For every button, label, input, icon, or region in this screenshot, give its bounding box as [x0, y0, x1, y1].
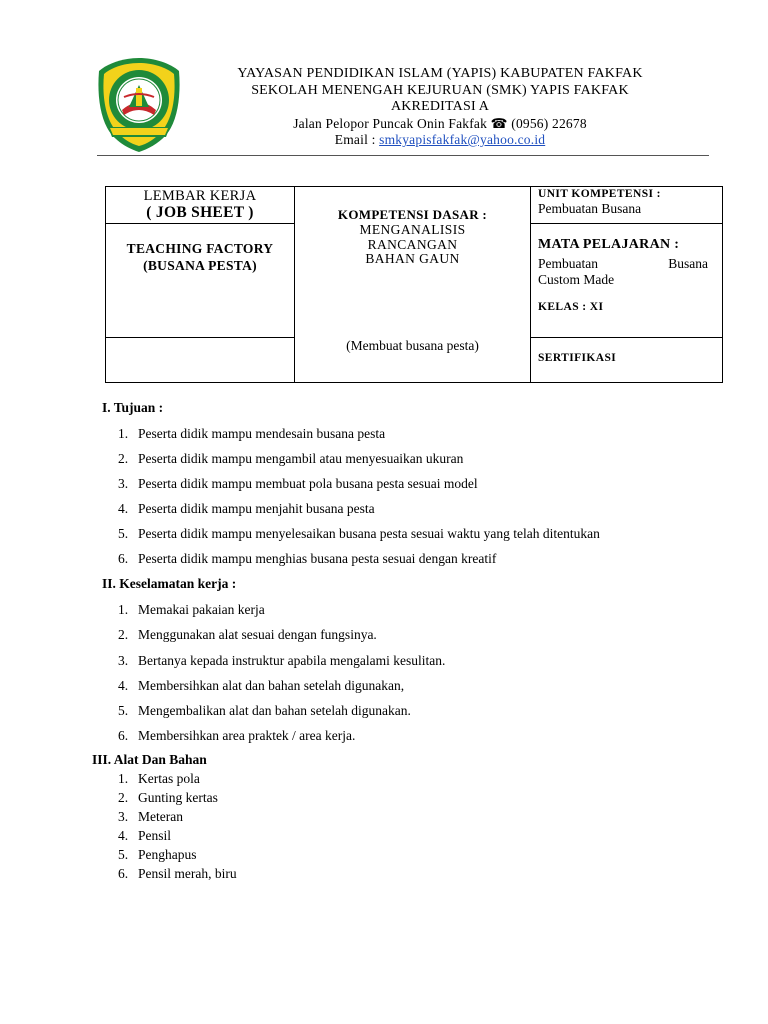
list-text: Membersihkan alat dan bahan setelah digunakan, [138, 678, 405, 693]
kompetensi-note: (Membuat busana pesta) [346, 338, 479, 353]
list-number: 4. [118, 678, 129, 693]
list-text: Membersihkan area praktek / area kerja. [138, 728, 356, 743]
list-item [118, 653, 445, 669]
school-logo [94, 55, 184, 153]
list-text: Meteran [138, 809, 183, 824]
sertifikasi-cell [531, 338, 723, 383]
phone-number: (0956) 22678 [511, 115, 587, 131]
mata-pelajaran-label: MATA PELAJARAN : [538, 237, 680, 252]
list-text: Pensil merah, biru [138, 866, 237, 881]
email-line [200, 132, 680, 149]
list-number: 1. [118, 602, 129, 617]
job-sheet-title-cell [106, 187, 295, 224]
section-heading-keselamatan: II. Keselamatan kerja : [102, 576, 237, 591]
kompetensi-dasar-label: KOMPETENSI DASAR : [337, 207, 488, 222]
list-text: Penghapus [138, 847, 197, 862]
letterhead [200, 66, 680, 149]
list-item [118, 847, 197, 863]
list-number: 2. [118, 451, 129, 466]
mata-pelajaran-value-1: Pembuatan Busana [538, 256, 708, 271]
unit-kompetensi-label: UNIT KOMPETENSI : [538, 188, 661, 200]
list-item [118, 703, 411, 719]
list-number: 5. [118, 703, 129, 718]
header-divider [97, 155, 709, 156]
list-text: Mengembalikan alat dan bahan setelah digunakan. [138, 703, 411, 718]
busana-pesta-label: (BUSANA PESTA) [143, 258, 257, 273]
list-item [118, 451, 463, 467]
list-item [118, 828, 171, 844]
email-label: Email : [334, 132, 380, 147]
list-number: 5. [118, 526, 129, 541]
address: Jalan Pelopor Puncak Onin Fakfak [293, 115, 488, 131]
list-number: 5. [118, 847, 129, 862]
list-item [118, 790, 218, 806]
empty-cell [106, 338, 295, 383]
list-text: Peserta didik mampu menghias busana pesta sesuai dengan kreatif [138, 551, 497, 566]
kompetensi-line-2: RANCANGAN [367, 236, 458, 252]
lembar-kerja-label: LEMBAR KERJA [143, 188, 257, 204]
unit-kompetensi-value: Pembuatan Busana [538, 201, 642, 216]
job-sheet-table [105, 186, 723, 383]
section-heading-alat-bahan: III. Alat Dan Bahan [92, 752, 207, 767]
list-number: 3. [118, 809, 129, 824]
list-item [118, 501, 375, 517]
list-text: Menggunakan alat sesuai dengan fungsinya. [138, 627, 377, 642]
list-number: 2. [118, 790, 129, 805]
list-item [118, 866, 237, 882]
address-line [200, 116, 680, 133]
list-text: Peserta didik mampu membuat pola busana pesta sesuai model [138, 476, 478, 491]
list-text: Pensil [138, 828, 172, 843]
section-heading-tujuan: I. Tujuan : [102, 400, 164, 415]
list-number: 6. [118, 728, 129, 743]
list-number: 6. [118, 866, 129, 881]
list-number: 3. [118, 476, 129, 491]
job-sheet-label: ( JOB SHEET ) [146, 204, 254, 221]
list-number: 1. [118, 771, 129, 786]
email-link[interactable]: smkyapisfakfak@yahoo.co.id [379, 132, 546, 147]
accreditation: AKREDITASI A [390, 99, 490, 114]
sertifikasi-label: SERTIFIKASI [538, 352, 617, 364]
list-number: 4. [118, 828, 129, 843]
list-item [118, 526, 600, 542]
kompetensi-line-1: MENGANALISIS [359, 222, 466, 237]
list-text: Kertas pola [138, 771, 200, 786]
teaching-factory-cell [106, 224, 295, 338]
list-text: Bertanya kepada instruktur apabila mengalami kesulitan. [138, 653, 446, 668]
list-number: 3. [118, 653, 129, 668]
teaching-factory-label: TEACHING FACTORY [126, 241, 274, 256]
phone-icon: ☎ [490, 115, 508, 131]
mata-pelajaran-cell [531, 224, 723, 338]
list-text: Peserta didik mampu mengambil atau menyesuaikan ukuran [138, 451, 464, 466]
list-text: Memakai pakaian kerja [138, 602, 265, 617]
list-text: Gunting kertas [138, 790, 218, 805]
list-item [118, 426, 385, 442]
list-text: Peserta didik mampu menjahit busana pesta [138, 501, 375, 516]
kompetensi-line-3: BAHAN GAUN [365, 251, 460, 266]
mata-pelajaran-value-2: Custom Made [538, 272, 615, 287]
list-number: 4. [118, 501, 129, 516]
list-item [118, 678, 404, 694]
list-item [118, 728, 355, 744]
list-item [118, 771, 200, 787]
list-item [118, 809, 183, 825]
list-number: 1. [118, 426, 129, 441]
list-text: Peserta didik mampu menyelesaikan busana pesta sesuai waktu yang telah ditentukan [138, 526, 600, 541]
list-number: 6. [118, 551, 129, 566]
kelas-label: KELAS : XI [538, 301, 604, 313]
list-item [118, 602, 265, 618]
school-name: SEKOLAH MENENGAH KEJURUAN (SMK) YAPIS FAKFAK [251, 82, 629, 98]
list-number: 2. [118, 627, 129, 642]
foundation-name: YAYASAN PENDIDIKAN ISLAM (YAPIS) KABUPATEN FAKFAK [237, 66, 643, 81]
list-item [118, 476, 478, 492]
kompetensi-dasar-cell [295, 187, 531, 383]
list-item [118, 551, 496, 567]
unit-kompetensi-cell [531, 187, 723, 224]
list-item [118, 627, 377, 643]
list-text: Peserta didik mampu mendesain busana pesta [138, 426, 386, 441]
